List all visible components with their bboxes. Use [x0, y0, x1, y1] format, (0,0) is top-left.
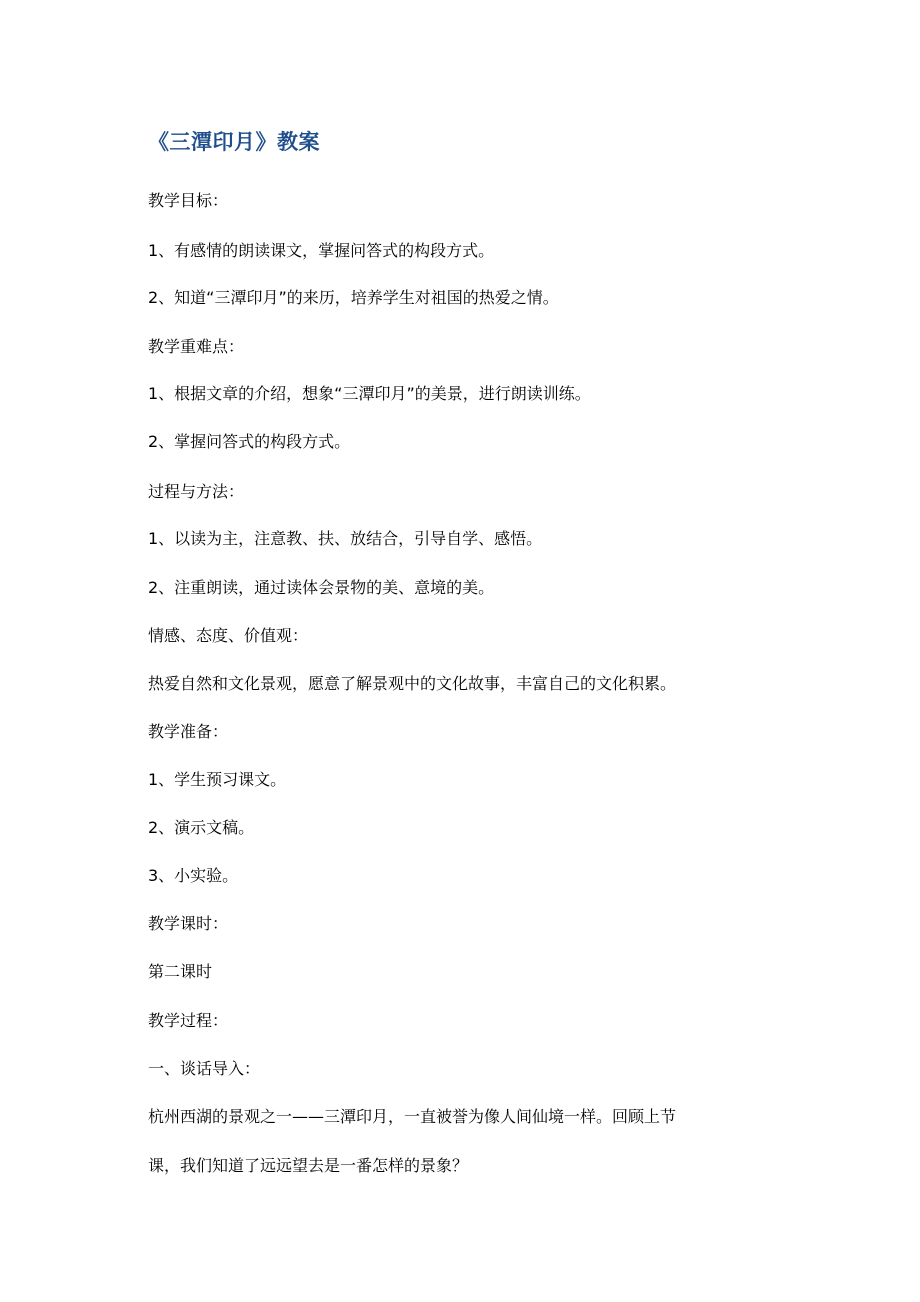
preparation-item-3: 3、小实验。	[148, 866, 239, 885]
section-heading-process: 过程与方法：	[148, 482, 245, 501]
section-heading-preparation: 教学准备：	[148, 722, 229, 741]
paragraph-line-2: 课，我们知道了远远望去是一番怎样的景象？	[148, 1156, 469, 1175]
paragraph-line-1: 杭州西湖的景观之一——三潭印月，一直被誉为像人间仙境一样。回顾上节	[148, 1107, 677, 1126]
preparation-item-2: 2、演示文稿。	[148, 818, 255, 837]
procedure-step-1-heading: 一、谈话导入：	[148, 1059, 261, 1078]
goal-item-2: 2、知道“三潭印月”的来历，培养学生对祖国的热爱之情。	[148, 288, 559, 307]
section-heading-values: 情感、态度、价值观：	[148, 626, 309, 645]
section-heading-periods: 教学课时：	[148, 914, 229, 933]
values-text: 热爱自然和文化景观，愿意了解景观中的文化故事，丰富自己的文化积累。	[148, 674, 677, 693]
preparation-item-1: 1、学生预习课文。	[148, 770, 287, 789]
key-point-item-2: 2、掌握问答式的构段方式。	[148, 432, 351, 451]
section-heading-key-points: 教学重难点：	[148, 337, 245, 356]
period-text: 第二课时	[148, 962, 213, 981]
section-heading-procedure: 教学过程：	[148, 1011, 229, 1030]
document-title: 《三潭印月》教案	[148, 130, 320, 154]
process-item-2: 2、注重朗读，通过读体会景物的美、意境的美。	[148, 578, 495, 597]
key-point-item-1: 1、根据文章的介绍，想象“三潭印月”的美景，进行朗读训练。	[148, 384, 591, 403]
section-heading-goals: 教学目标：	[148, 191, 229, 210]
process-item-1: 1、以读为主，注意教、扶、放结合，引导自学、感悟。	[148, 529, 543, 548]
goal-item-1: 1、有感情的朗读课文，掌握问答式的构段方式。	[148, 241, 495, 260]
